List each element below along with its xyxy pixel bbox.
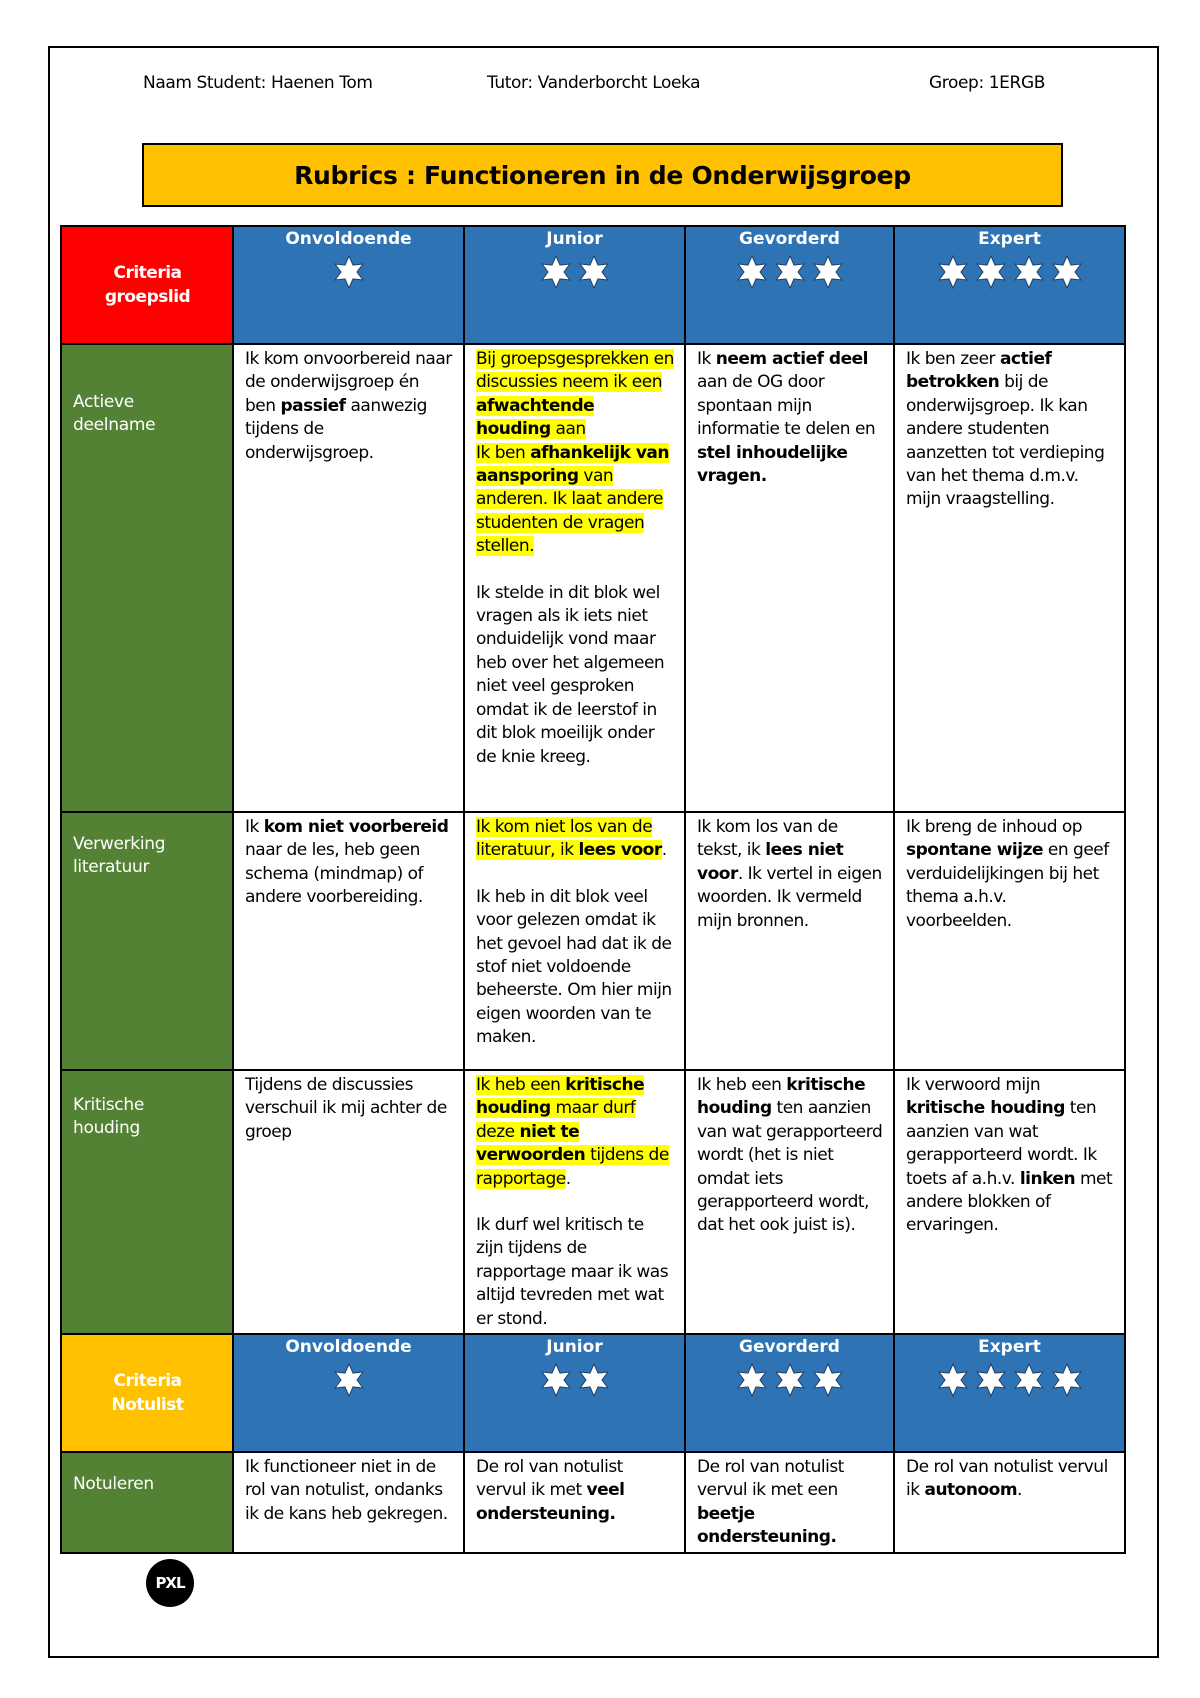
- star-rating: [469, 1363, 680, 1397]
- star-rating: [690, 255, 889, 289]
- tutor-name: Tutor: Vanderborcht Loeka: [487, 73, 701, 93]
- level-label: Expert: [978, 229, 1041, 249]
- cell-text: Ik ben: [476, 442, 531, 463]
- criteria-label-line: Notulist: [111, 1394, 184, 1415]
- pxl-logo: [146, 1559, 194, 1607]
- cell-text: maar durf deze: [476, 1098, 636, 1142]
- criterion-notuleren: [61, 1452, 233, 1553]
- cell-text: Ik heb een: [476, 1075, 566, 1095]
- group-name: Groep: 1ERGB: [929, 73, 1045, 93]
- star-rating: [690, 1363, 889, 1397]
- cell-actieve-gevorderd: [685, 344, 894, 812]
- star-icon: [539, 1363, 573, 1397]
- rubric-title-text: Rubrics : Functioneren in de Onderwijsgroep: [294, 160, 911, 190]
- star-icon: [773, 1363, 807, 1397]
- cell-text: Ik: [697, 349, 716, 369]
- level-header-row-notulist: [61, 1334, 1125, 1452]
- cell-actieve-expert: [894, 344, 1125, 812]
- cell-actieve-onvoldoende: [233, 344, 464, 812]
- cell-bold: kritische houding: [906, 1098, 1065, 1119]
- level-label: Onvoldoende: [285, 229, 412, 249]
- level-label: Gevorderd: [739, 1337, 840, 1358]
- cell-bold: lees voor: [578, 840, 662, 861]
- cell-bold: lees niet voor: [697, 840, 844, 884]
- level-label: Junior: [546, 229, 603, 249]
- star-icon: [1050, 255, 1084, 289]
- cell-text: naar de les, heb geen schema (mindmap) of andere voorbereiding.: [245, 840, 423, 908]
- criterion-verwerking-literatuur: [61, 812, 233, 1070]
- criterion-label-line: literatuur: [73, 857, 150, 878]
- row-notuleren: [61, 1452, 1125, 1553]
- level-onvoldoende: [233, 1334, 464, 1452]
- star-icon: [332, 1363, 366, 1397]
- row-actieve-deelname: [61, 344, 1125, 812]
- cell-verwerking-junior: [464, 812, 685, 1070]
- cell-verwerking-gevorderd: [685, 812, 894, 1070]
- cell-text: De rol van notulist vervul ik: [906, 1457, 1108, 1501]
- cell-bold: kritische houding: [697, 1075, 866, 1119]
- criteria-label-line: groepslid: [104, 286, 191, 307]
- criterion-label-line: deelname: [73, 415, 156, 436]
- star-rating: [899, 1363, 1120, 1397]
- cell-bold: linken: [1019, 1168, 1076, 1189]
- criteria-groepslid-label: [61, 226, 233, 344]
- cell-text: Ik kom los van de tekst, ik: [697, 817, 838, 861]
- level-gevorderd: [685, 226, 894, 344]
- star-icon: [1012, 1363, 1046, 1397]
- cell-text: Bij groepsgesprekken en discussies neem ik een: [476, 349, 674, 393]
- star-rating: [899, 255, 1120, 289]
- row-verwerking-literatuur: [61, 812, 1125, 1070]
- level-junior: [464, 1334, 685, 1452]
- cell-bold: afhankelijk van aansporing: [476, 442, 669, 487]
- star-icon: [936, 1363, 970, 1397]
- level-gevorderd: [685, 1334, 894, 1452]
- cell-text: bij de onderwijsgroep. Ik kan andere studenten aanzetten tot verdieping van het thema d.m.v. mijn vraagstelling.: [906, 372, 1105, 510]
- cell-text: Ik heb een: [697, 1075, 787, 1095]
- cell-notuleren-expert: [894, 1452, 1125, 1553]
- cell-bold: actief betrokken: [906, 349, 1052, 393]
- cell-bold: veel ondersteuning.: [476, 1480, 625, 1524]
- cell-text: Ik verwoord mijn: [906, 1075, 1041, 1095]
- criterion-kritische-houding: [61, 1070, 233, 1334]
- level-junior: [464, 226, 685, 344]
- rubric-title: [142, 143, 1063, 207]
- row-kritische-houding: [61, 1070, 1125, 1334]
- cell-bold: niet te verwoorden: [476, 1121, 586, 1166]
- criterion-label-line: Kritische: [73, 1095, 144, 1115]
- student-name: Naam Student: Haenen Tom: [143, 73, 373, 93]
- cell-text: met andere blokken of ervaringen.: [906, 1168, 1113, 1236]
- star-icon: [332, 255, 366, 289]
- star-icon: [811, 255, 845, 289]
- star-icon: [577, 1363, 611, 1397]
- cell-bold: spontane wijze: [906, 840, 1044, 861]
- level-expert: [894, 1334, 1125, 1452]
- cell-verwerking-expert: [894, 812, 1125, 1070]
- cell-text: .: [661, 840, 667, 861]
- criterion-label-line: houding: [73, 1118, 140, 1139]
- cell-text: ten aanzien van wat gerapporteerd wordt. Ik toets af a.h.v.: [906, 1098, 1097, 1189]
- level-header-row: [61, 226, 1125, 344]
- cell-bold: kom niet voorbereid: [263, 817, 449, 837]
- cell-text: Tijdens de discussies verschuil ik mij achter de groep: [245, 1075, 447, 1142]
- star-icon: [577, 255, 611, 289]
- level-label: Expert: [978, 1337, 1041, 1358]
- cell-bold: autonoom: [924, 1480, 1018, 1501]
- cell-text: van anderen. Ik laat andere studenten de vragen stellen.: [476, 466, 664, 557]
- cell-text: .: [565, 1168, 571, 1189]
- criteria-notulist-label: [61, 1334, 233, 1452]
- cell-kritisch-onvoldoende: [233, 1070, 464, 1334]
- star-icon: [974, 255, 1008, 289]
- cell-actieve-junior: [464, 344, 685, 812]
- star-icon: [539, 255, 573, 289]
- criteria-label-line: Criteria: [113, 1371, 182, 1392]
- criterion-label-line: Verwerking: [73, 834, 166, 854]
- cell-kritisch-gevorderd: [685, 1070, 894, 1334]
- cell-text: ten aanzien van wat gerapporteerd wordt (het is niet omdat iets gerapporteerd wordt, dat het ook juist is).: [697, 1098, 883, 1236]
- cell-bold: stel inhoudelijke vragen.: [697, 442, 848, 487]
- pxl-logo-text: PXL: [155, 1574, 185, 1592]
- cell-kritisch-junior: [464, 1070, 685, 1334]
- cell-text: De rol van notulist vervul ik met: [476, 1457, 623, 1501]
- cell-text: Ik breng de inhoud op: [906, 817, 1083, 837]
- cell-text: Ik kom onvoorbereid naar de onderwijsgroep én ben: [245, 349, 452, 416]
- cell-text: aanwezig tijdens de onderwijsgroep.: [245, 395, 427, 463]
- star-icon: [1012, 255, 1046, 289]
- cell-notuleren-gevorderd: [685, 1452, 894, 1553]
- star-icon: [811, 1363, 845, 1397]
- cell-bold: kritische houding: [476, 1075, 645, 1119]
- cell-text: .: [1017, 1480, 1022, 1501]
- cell-bold: afwachtende houding: [476, 395, 595, 440]
- self-reflection-note: Ik stelde in dit blok wel vragen als ik iets niet onduidelijk vond maar heb over het algemeen niet veel gesproken omdat ik de leerstof in dit blok moeilijk onder de knie kreeg.: [476, 582, 665, 767]
- criterion-label-line: Notuleren: [73, 1474, 154, 1495]
- cell-notuleren-junior: [464, 1452, 685, 1553]
- self-reflection-note: Ik durf wel kritisch te zijn tijdens de rapportage maar ik was altijd tevreden met wat er stond.: [476, 1215, 669, 1329]
- cell-bold: neem actief deel: [715, 349, 868, 369]
- cell-text: De rol van notulist vervul ik met een: [697, 1457, 844, 1501]
- cell-notuleren-onvoldoende: [233, 1452, 464, 1553]
- criteria-label-line: Criteria: [113, 263, 182, 284]
- star-icon: [735, 255, 769, 289]
- cell-bold: beetje ondersteuning.: [697, 1503, 837, 1548]
- star-rating: [469, 255, 680, 289]
- level-label: Junior: [546, 1337, 603, 1358]
- cell-kritisch-expert: [894, 1070, 1125, 1334]
- criterion-actieve-deelname: [61, 344, 233, 812]
- cell-text: aan: [550, 419, 586, 440]
- star-icon: [773, 255, 807, 289]
- criterion-label-line: Actieve: [73, 392, 134, 412]
- cell-text: Ik ben zeer: [906, 349, 1000, 369]
- star-rating: [238, 1363, 459, 1397]
- level-onvoldoende: [233, 226, 464, 344]
- cell-text: en geef verduidelijkingen bij het thema a.h.v. voorbeelden.: [906, 840, 1109, 931]
- star-icon: [735, 1363, 769, 1397]
- cell-verwerking-onvoldoende: [233, 812, 464, 1070]
- star-icon: [1050, 1363, 1084, 1397]
- star-icon: [974, 1363, 1008, 1397]
- rubric-table: [60, 225, 1126, 1554]
- cell-text: Ik functioneer niet in de rol van notulist, ondanks ik de kans heb gekregen.: [245, 1457, 448, 1524]
- star-icon: [936, 255, 970, 289]
- cell-bold: passief: [280, 395, 346, 416]
- cell-text: . Ik vertel in eigen woorden. Ik vermeld mijn bronnen.: [697, 863, 882, 931]
- level-label: Gevorderd: [739, 229, 840, 249]
- star-rating: [238, 255, 459, 289]
- level-expert: [894, 226, 1125, 344]
- cell-text: Ik kom niet los van de literatuur, ik: [476, 817, 653, 861]
- cell-text: Ik: [245, 817, 264, 837]
- cell-text: aan de OG door spontaan mijn informatie te delen en: [697, 372, 876, 440]
- level-label: Onvoldoende: [285, 1337, 412, 1358]
- cell-text: tijdens de rapportage: [476, 1145, 669, 1189]
- self-reflection-note: Ik heb in dit blok veel voor gelezen omdat ik het gevoel had dat ik de stof niet voldoende beheerste. Om hier mijn eigen woorden van te maken.: [476, 886, 672, 1048]
